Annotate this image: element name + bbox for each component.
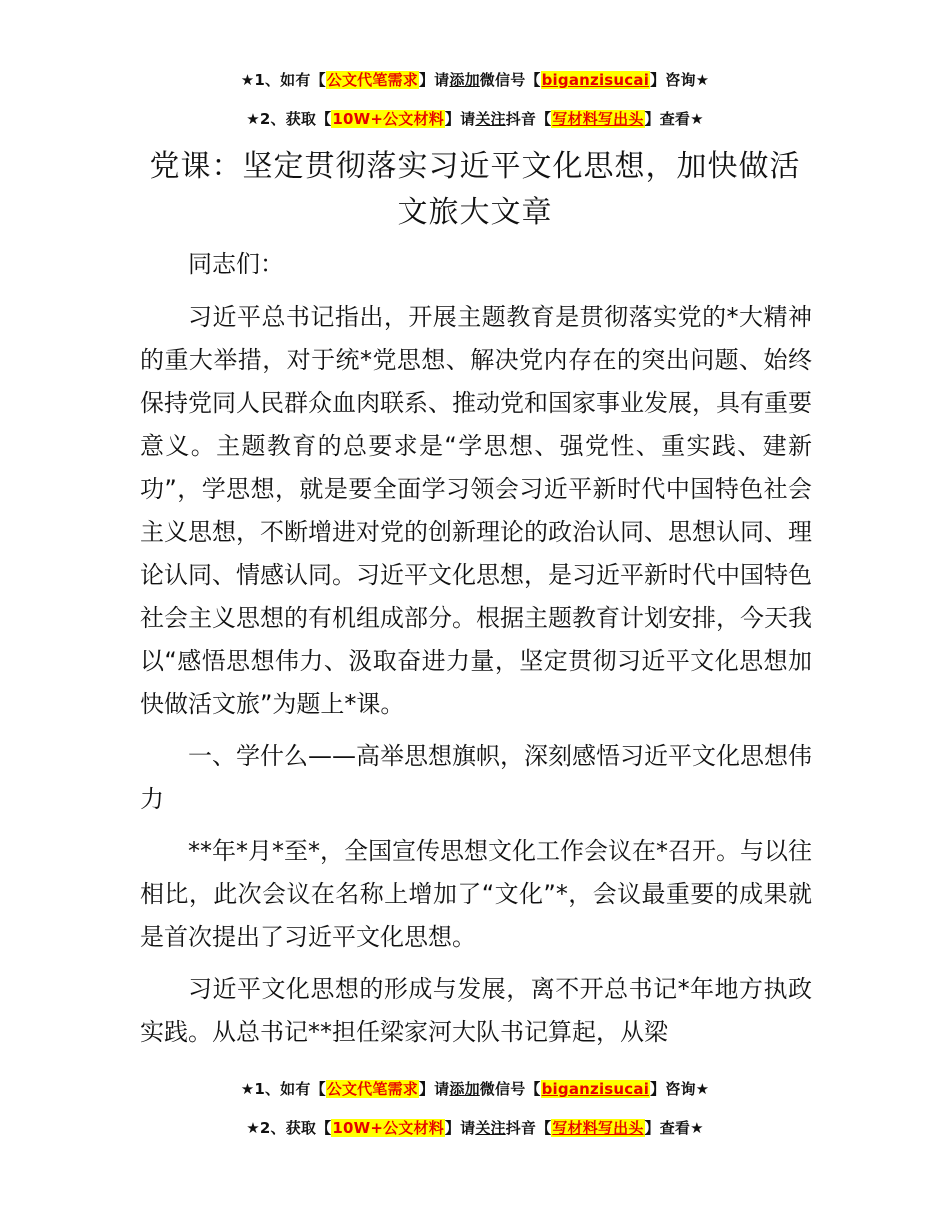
paragraph: **年*月*至*，全国宣传思想文化工作会议在*召开。与以往相比，此次会议在名称上增加了“文化”*，会议最重要的成果就是首次提出了习近平文化思想。	[140, 837, 812, 951]
document-body	[140, 243, 812, 1063]
notice-line-1-top: ★1、如有【公文代笔需求】请添加微信号【biganzisucai】咨询★	[240, 71, 710, 89]
highlight-douyin-id: 写材料写出头	[552, 110, 644, 128]
section-heading: 一、学什么——高举思想旗帜，深刻感悟习近平文化思想伟力	[140, 742, 812, 813]
highlight-service: 公文代笔需求	[326, 71, 418, 89]
document-title: 党课：坚定贯彻落实习近平文化思想，加快做活文旅大文章	[149, 149, 801, 230]
highlight-materials: 10W+公文材料	[332, 1119, 444, 1137]
greeting: 同志们：	[188, 250, 284, 278]
notice-line-2-bottom: ★2、获取【10W+公文材料】请关注抖音【写材料写出头】查看★	[246, 1119, 704, 1137]
highlight-wechat-id: biganzisucai	[541, 71, 650, 89]
highlight-wechat-id: biganzisucai	[541, 1080, 650, 1098]
paragraph: 习近平总书记指出，开展主题教育是贯彻落实党的*大精神的重大举措，对于统*党思想、解决党内存在的突出问题、始终保持党同人民群众血肉联系、推动党和国家事业发展，具有重要意义。主题教育的总要求是“学思想、强党性、重实践、建新功”，学思想，就是要全面学习领会习近平新时代中国特色社会主义思想，不断增进对党的创新理论的政治认同、思想认同、理论认同、情感认同。习近平文化思想，是习近平新时代中国特色社会主义思想的有机组成部分。根据主题教育计划安排，今天我以“感悟思想伟力、汲取奋进力量，坚定贯彻习近平文化思想加快做活文旅”为题上*课。	[140, 303, 812, 718]
notice-line-1-bottom: ★1、如有【公文代笔需求】请添加微信号【biganzisucai】咨询★	[240, 1080, 710, 1098]
paragraph: 习近平文化思想的形成与发展，离不开总书记*年地方执政实践。从总书记**担任梁家河大队书记算起，从梁	[140, 975, 812, 1046]
highlight-materials: 10W+公文材料	[332, 110, 444, 128]
notice-line-2-top: ★2、获取【10W+公文材料】请关注抖音【写材料写出头】查看★	[246, 110, 704, 128]
highlight-douyin-id: 写材料写出头	[552, 1119, 644, 1137]
highlight-service: 公文代笔需求	[326, 1080, 418, 1098]
